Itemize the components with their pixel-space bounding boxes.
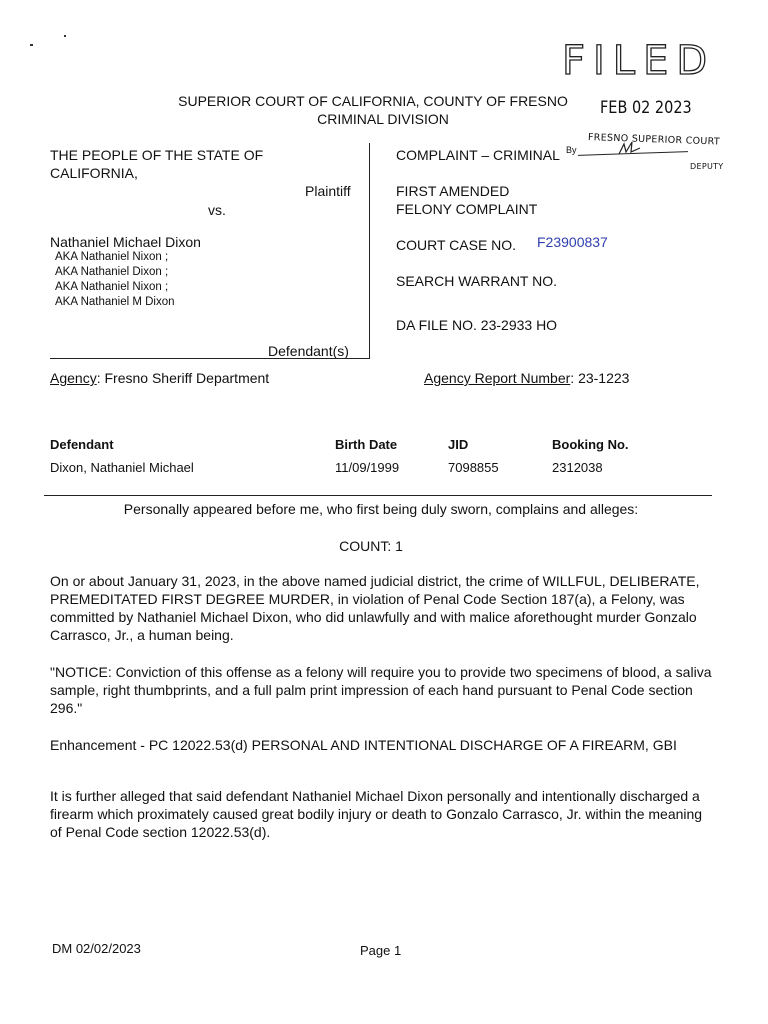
people-line2: CALIFORNIA, (50, 165, 138, 181)
search-warrant-label: SEARCH WARRANT NO. (396, 273, 558, 289)
people-line1: THE PEOPLE OF THE STATE OF (50, 147, 264, 163)
defendants-label: Defendant(s) (268, 343, 349, 359)
table-rule (44, 495, 712, 496)
court-name: SUPERIOR COURT OF CALIFORNIA, COUNTY OF FRESNO (178, 93, 568, 109)
agency-report-label: Agency Report Number (424, 370, 571, 386)
scan-speck (64, 35, 66, 37)
court-division: CRIMINAL DIVISION (317, 111, 449, 127)
da-file-number: DA FILE NO. 23-2933 HO (396, 317, 558, 333)
count-heading: COUNT: 1 (339, 538, 403, 554)
filed-stamp-deputy: DEPUTY (690, 162, 724, 171)
versus: vs. (208, 202, 226, 218)
caption-divider (369, 143, 370, 359)
header-defendant: Defendant (50, 437, 114, 452)
agency-value: : Fresno Sheriff Department (96, 370, 270, 386)
aka-2: AKA Nathaniel Dixon ; (55, 266, 169, 278)
filed-stamp-by: By (566, 145, 577, 155)
agency-report (424, 369, 629, 387)
cell-booking-no: 2312038 (552, 460, 603, 475)
count-paragraph: On or about January 31, 2023, in the above named judicial district, the crime of WILLFUL, DELIBERATE, PREMEDITATED FIRST DEGREE MURDER, in violation of Penal Code Section 187(a), a Felony, was committed by Nathaniel Michael Dixon, who did unlawfully and with malice aforethought murder Gonzalo Carrasco, Jr., a human being. (50, 573, 700, 643)
signature-mark (616, 140, 646, 158)
agency (50, 369, 269, 387)
aka-3: AKA Nathaniel Nixon ; (55, 281, 169, 293)
defendant-name: Nathaniel Michael Dixon (50, 234, 201, 250)
cell-birth-date: 11/09/1999 (335, 460, 400, 475)
agency-label: Agency (50, 370, 97, 386)
felony-complaint: FELONY COMPLAINT (396, 201, 538, 217)
court-case-number: F23900837 (537, 234, 608, 250)
cell-defendant: Dixon, Nathaniel Michael (50, 460, 194, 475)
footer-initials-date: DM 02/02/2023 (52, 941, 141, 956)
cell-jid: 7098855 (448, 460, 499, 475)
header-birth-date: Birth Date (335, 437, 398, 452)
court-case-label: COURT CASE NO. (396, 237, 517, 253)
plaintiff-label: Plaintiff (305, 183, 351, 199)
page-number: Page 1 (360, 943, 402, 958)
complaint-type: COMPLAINT – CRIMINAL (396, 147, 560, 163)
agency-report-value: : 23-1223 (570, 370, 630, 386)
caption-bottom-rule (50, 358, 370, 359)
header-booking-no: Booking No. (552, 437, 629, 452)
sworn-statement: Personally appeared before me, who first being duly sworn, complains and alleges: (123, 501, 639, 517)
enhancement-paragraph: It is further alleged that said defendant Nathaniel Michael Dixon personally and intentionally discharged a firearm which proximately caused great bodily injury or death to Gonzalo Carrasco, Jr. within the meaning of Penal Code section 12022.53(d). (50, 788, 703, 840)
scan-speck (30, 44, 33, 46)
notice-paragraph: "NOTICE: Conviction of this offense as a felony will require you to provide two specimens of blood, a saliva sample, right thumbprints, and a full palm print impression of each hand pursuant to Penal Code section 296." (50, 664, 712, 716)
filed-stamp-court: FRESNO SUPERIOR COURT (587, 132, 721, 148)
aka-1: AKA Nathaniel Nixon ; (55, 251, 169, 263)
first-amended: FIRST AMENDED (396, 183, 510, 199)
enhancement-heading: Enhancement - PC 12022.53(d) PERSONAL AND INTENTIONAL DISCHARGE OF A FIREARM, GBI (50, 737, 677, 753)
aka-4: AKA Nathaniel M Dixon (55, 296, 175, 308)
filed-stamp-date: FEB 02 2023 (600, 98, 692, 118)
header-jid: JID (448, 437, 469, 452)
filed-stamp-text: FILED (562, 38, 716, 84)
